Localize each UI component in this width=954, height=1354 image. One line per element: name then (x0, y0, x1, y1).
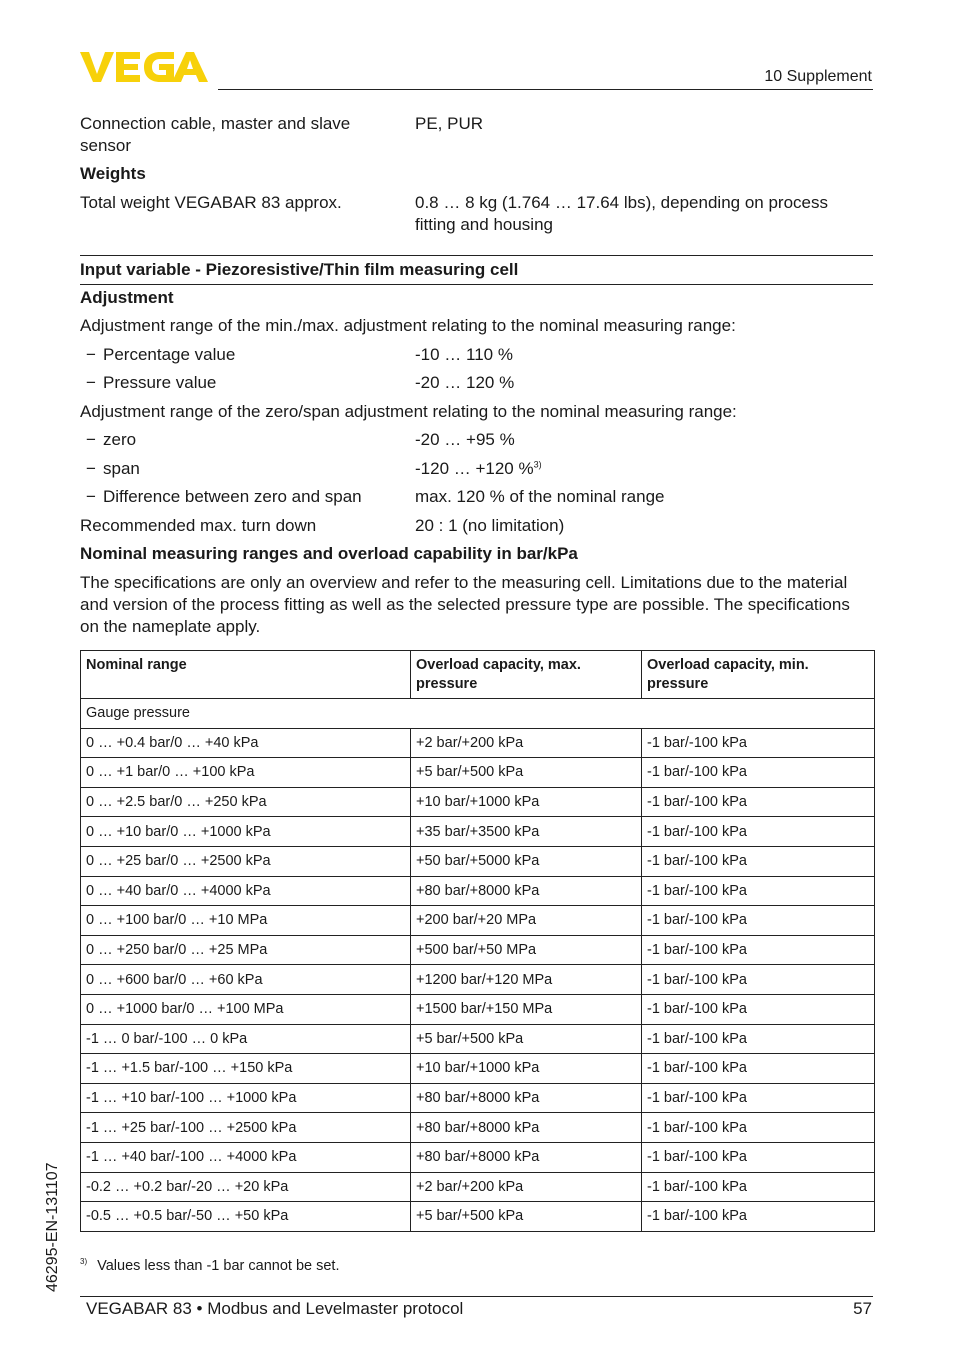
cell-overload-min: -1 bar/-100 kPa (642, 1083, 875, 1113)
cell-nominal-range: -1 … +10 bar/-100 … +1000 kPa (81, 1083, 411, 1113)
turndown-value: 20 : 1 (no limitation) (415, 516, 565, 535)
cell-nominal-range: -1 … 0 bar/-100 … 0 kPa (81, 1024, 411, 1054)
footer-rule (80, 1296, 873, 1297)
cell-overload-max: +80 bar/+8000 kPa (411, 1142, 642, 1172)
cell-overload-max: +50 bar/+5000 kPa (411, 846, 642, 876)
col-header-overload-min: Overload capacity, min. pressure (642, 651, 875, 699)
turndown-label: Recommended max. turn down (80, 516, 317, 535)
table-row (81, 846, 875, 876)
cell-overload-max: +2 bar/+200 kPa (411, 728, 642, 758)
cell-overload-min: -1 bar/-100 kPa (642, 1054, 875, 1084)
minmax-intro: Adjustment range of the min./max. adjustment relating to the nominal measuring range: (80, 316, 736, 335)
footnote-text: Values less than -1 bar cannot be set. (97, 1257, 340, 1274)
cell-overload-max: +1500 bar/+150 MPa (411, 994, 642, 1024)
cell-nominal-range: 0 … +10 bar/0 … +1000 kPa (81, 817, 411, 847)
footnote-mark: 3) (80, 1257, 88, 1266)
cell-overload-max: +5 bar/+500 kPa (411, 1024, 642, 1054)
cell-overload-min: -1 bar/-100 kPa (642, 1172, 875, 1202)
cell-overload-max: +80 bar/+8000 kPa (411, 876, 642, 906)
table-row (81, 1083, 875, 1113)
col-header-overload-max: Overload capacity, max. pressure (411, 651, 642, 699)
table-row (81, 787, 875, 817)
cell-nominal-range: 0 … +0.4 bar/0 … +40 kPa (81, 728, 411, 758)
cell-overload-max: +10 bar/+1000 kPa (411, 1054, 642, 1084)
item-value: -20 … +95 % (415, 430, 515, 449)
cell-nominal-range: 0 … +600 bar/0 … +60 kPa (81, 965, 411, 995)
page-number: 57 (853, 1299, 872, 1318)
cell-nominal-range: -1 … +25 bar/-100 … +2500 kPa (81, 1113, 411, 1143)
footnote-ref[interactable]: 3) (533, 459, 542, 470)
section-rule-top (80, 255, 873, 256)
col-header-nominal: Nominal range (81, 651, 411, 699)
spec-label: Connection cable, master and slave sensor (80, 114, 351, 155)
cell-overload-min: -1 bar/-100 kPa (642, 787, 875, 817)
section-label: 10 Supplement (764, 68, 872, 85)
adjustment-heading: Adjustment (80, 288, 174, 307)
cell-overload-min: -1 bar/-100 kPa (642, 935, 875, 965)
cell-overload-max: +80 bar/+8000 kPa (411, 1083, 642, 1113)
cell-overload-min: -1 bar/-100 kPa (642, 758, 875, 788)
cell-overload-min: -1 bar/-100 kPa (642, 994, 875, 1024)
table-row (81, 965, 875, 995)
footer-title: VEGABAR 83 • Modbus and Levelmaster protocol (86, 1299, 464, 1318)
document-code: 46295-EN-131107 (44, 1162, 61, 1292)
table-row (81, 1202, 875, 1232)
weight-value: 0.8 … 8 kg (1.764 … 17.64 lbs), depending on process fitting and housing (415, 193, 828, 234)
cell-overload-min: -1 bar/-100 kPa (642, 728, 875, 758)
cell-overload-min: -1 bar/-100 kPa (642, 876, 875, 906)
table-header-row (81, 651, 875, 699)
nominal-ranges-table (80, 650, 875, 1232)
table-row (81, 1113, 875, 1143)
section-rule-bottom (80, 284, 873, 285)
cell-nominal-range: 0 … +100 bar/0 … +10 MPa (81, 906, 411, 936)
cell-nominal-range: 0 … +2.5 bar/0 … +250 kPa (81, 787, 411, 817)
cell-overload-min: -1 bar/-100 kPa (642, 846, 875, 876)
item-label: zero (103, 430, 137, 449)
group-label: Gauge pressure (81, 699, 875, 729)
nominal-heading: Nominal measuring ranges and overload capability in bar/kPa (80, 544, 578, 563)
cell-overload-max: +500 bar/+50 MPa (411, 935, 642, 965)
cell-overload-min: -1 bar/-100 kPa (642, 817, 875, 847)
item-value: max. 120 % of the nominal range (415, 487, 665, 506)
table-row (81, 994, 875, 1024)
table-row (81, 728, 875, 758)
cell-overload-max: +1200 bar/+120 MPa (411, 965, 642, 995)
spec-row-weight (80, 192, 873, 236)
item-value: -20 … 120 % (415, 373, 515, 392)
cell-nominal-range: -0.5 … +0.5 bar/-50 … +50 kPa (81, 1202, 411, 1232)
cell-overload-max: +10 bar/+1000 kPa (411, 787, 642, 817)
vega-logo (80, 50, 212, 84)
cell-overload-min: -1 bar/-100 kPa (642, 906, 875, 936)
cell-overload-max: +35 bar/+3500 kPa (411, 817, 642, 847)
weights-heading: Weights (80, 164, 146, 183)
weight-label: Total weight VEGABAR 83 approx. (80, 193, 342, 212)
cell-overload-max: +5 bar/+500 kPa (411, 1202, 642, 1232)
cell-nominal-range: 0 … +1000 bar/0 … +100 MPa (81, 994, 411, 1024)
table-row (81, 1024, 875, 1054)
item-label: Difference between zero and span (103, 487, 362, 506)
cell-nominal-range: 0 … +250 bar/0 … +25 MPa (81, 935, 411, 965)
table-row (81, 876, 875, 906)
item-label: Pressure value (103, 373, 217, 392)
cell-overload-min: -1 bar/-100 kPa (642, 1024, 875, 1054)
cell-overload-max: +200 bar/+20 MPa (411, 906, 642, 936)
cell-overload-max: +2 bar/+200 kPa (411, 1172, 642, 1202)
cell-overload-max: +5 bar/+500 kPa (411, 758, 642, 788)
item-label: Percentage value (103, 345, 236, 364)
nominal-intro: The specifications are only an overview and refer to the measuring cell. Limitations due to the material and version of the process fitting as well as the selected pressure type are possible. The specifications on the nameplate apply. (80, 573, 850, 636)
cell-nominal-range: 0 … +40 bar/0 … +4000 kPa (81, 876, 411, 906)
table-row (81, 817, 875, 847)
item-value: -10 … 110 % (415, 345, 513, 364)
cell-nominal-range: -1 … +1.5 bar/-100 … +150 kPa (81, 1054, 411, 1084)
cell-nominal-range: -0.2 … +0.2 bar/-20 … +20 kPa (81, 1172, 411, 1202)
table-row (81, 906, 875, 936)
input-variable-heading: Input variable - Piezoresistive/Thin film measuring cell (80, 260, 519, 279)
cell-overload-min: -1 bar/-100 kPa (642, 965, 875, 995)
table-row (81, 935, 875, 965)
footnote (80, 1257, 339, 1274)
cell-overload-max: +80 bar/+8000 kPa (411, 1113, 642, 1143)
cell-nominal-range: -1 … +40 bar/-100 … +4000 kPa (81, 1142, 411, 1172)
item-value: -120 … +120 % (415, 459, 534, 478)
table-row (81, 1142, 875, 1172)
header-rule (218, 89, 873, 90)
table-row (81, 758, 875, 788)
spec-row-cable (80, 113, 873, 157)
cell-overload-min: -1 bar/-100 kPa (642, 1113, 875, 1143)
spec-value: PE, PUR (415, 114, 484, 133)
zerospan-intro: Adjustment range of the zero/span adjustment relating to the nominal measuring range: (80, 402, 737, 421)
table-row (81, 1172, 875, 1202)
cell-nominal-range: 0 … +25 bar/0 … +2500 kPa (81, 846, 411, 876)
table-row (81, 1054, 875, 1084)
cell-overload-min: -1 bar/-100 kPa (642, 1142, 875, 1172)
cell-nominal-range: 0 … +1 bar/0 … +100 kPa (81, 758, 411, 788)
item-label: span (103, 459, 140, 478)
cell-overload-min: -1 bar/-100 kPa (642, 1202, 875, 1232)
group-row (81, 699, 875, 729)
